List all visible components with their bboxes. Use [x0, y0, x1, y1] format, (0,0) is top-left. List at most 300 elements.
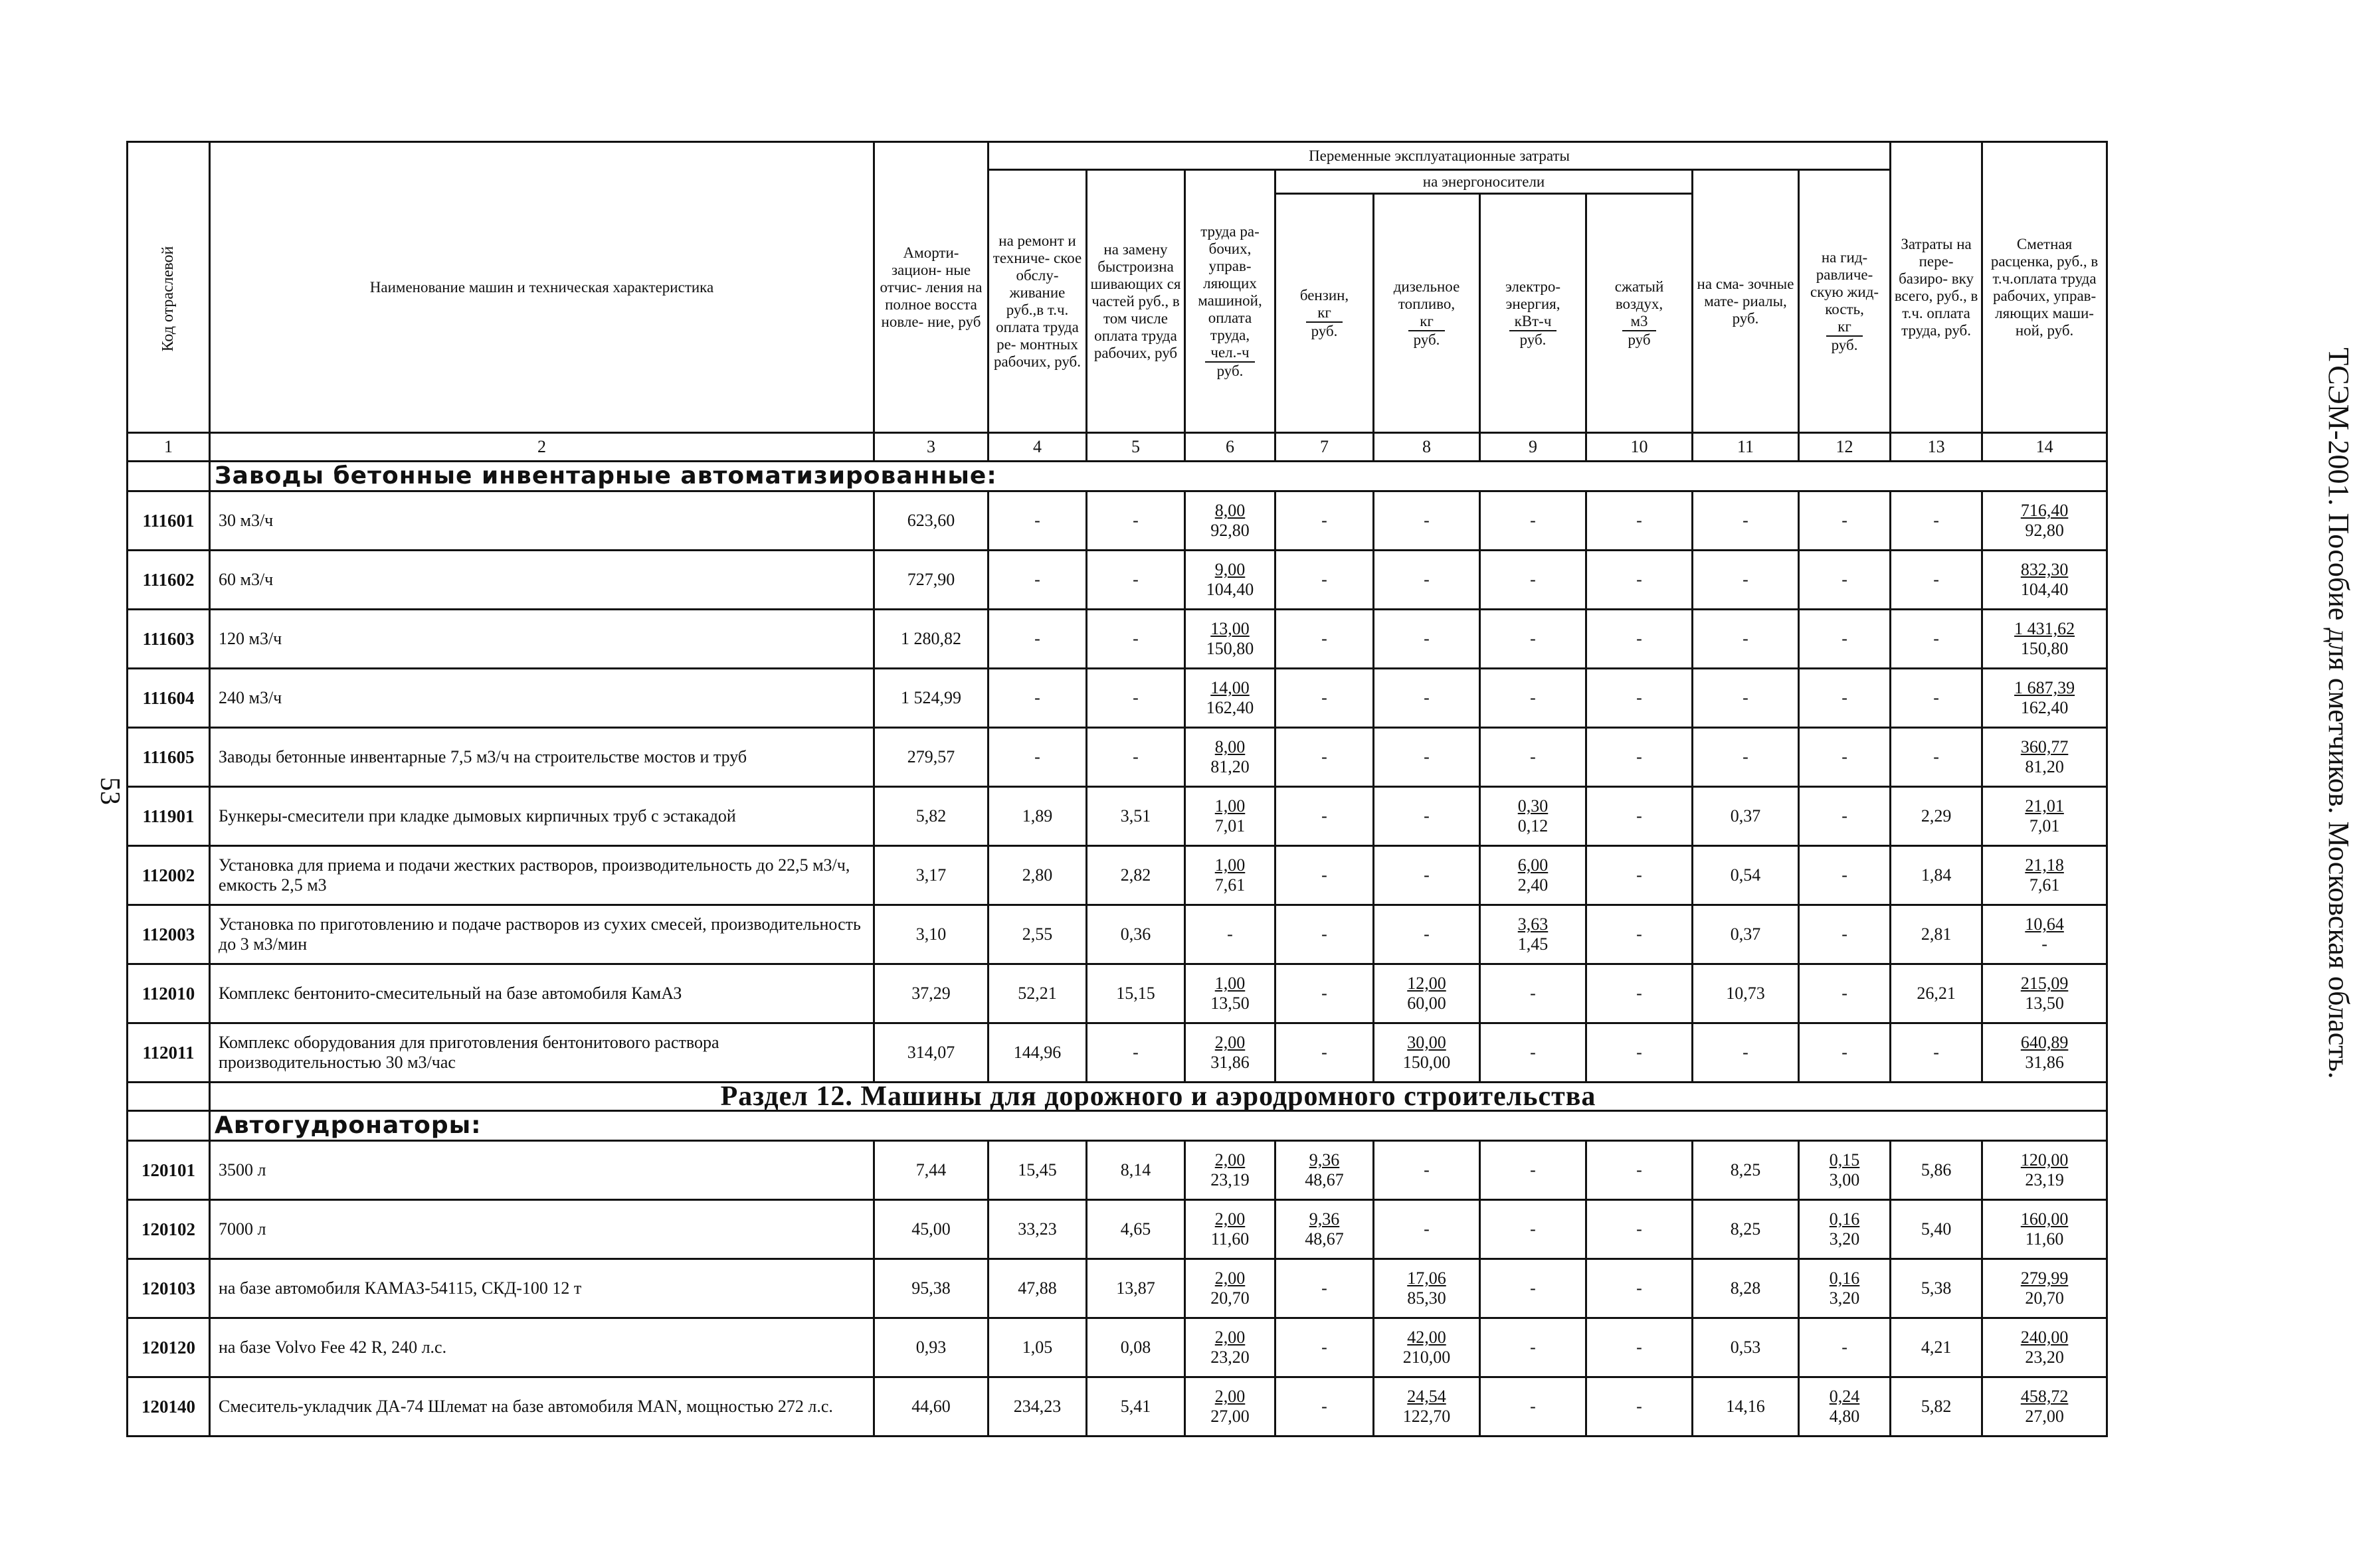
cell-lubricants: 10,73	[1693, 964, 1799, 1023]
header-variable-costs: Переменные эксплуатационные затраты	[989, 142, 1891, 170]
cell-labor-cost: 23,20	[1210, 1348, 1250, 1367]
table-row	[128, 1259, 2107, 1318]
cell-hydraulic	[1799, 1141, 1891, 1200]
page-number: 53	[94, 777, 125, 805]
cell-diesel	[1374, 610, 1480, 669]
cell-rate-cost: 31,86	[2025, 1053, 2064, 1072]
cell-amortization: 7,44	[874, 1141, 989, 1200]
cell-relocation: 2,81	[1891, 905, 1982, 964]
cell-air: -	[1586, 1318, 1693, 1377]
cell-electric-quantity: 3,63	[1517, 915, 1549, 934]
cell-parts: -	[1087, 669, 1185, 728]
cell-lubricants: 14,16	[1693, 1377, 1799, 1437]
table-row	[128, 846, 2107, 905]
cell-code: 120140	[128, 1377, 210, 1437]
cell-diesel-cost: 122,70	[1402, 1407, 1451, 1426]
cell-parts: -	[1087, 610, 1185, 669]
cell-hydraulic-quantity: -	[1841, 984, 1847, 1003]
cell-relocation: 5,86	[1891, 1141, 1982, 1200]
cell-repair: 52,21	[989, 964, 1087, 1023]
cell-hydraulic-quantity: -	[1841, 865, 1847, 885]
cell-code: 120101	[128, 1141, 210, 1200]
cell-diesel	[1374, 1318, 1480, 1377]
cell-rate	[1982, 1023, 2107, 1083]
cell-lubricants: -	[1693, 610, 1799, 669]
cell-electric-quantity: -	[1530, 1397, 1536, 1416]
cell-labor-quantity: 1,00	[1214, 855, 1246, 875]
cell-relocation: -	[1891, 551, 1982, 610]
header-lubricants: на сма- зочные мате- риалы, руб.	[1693, 170, 1799, 433]
cell-lubricants: -	[1693, 551, 1799, 610]
cell-petrol-quantity: -	[1321, 924, 1327, 944]
cell-electric-quantity: 6,00	[1517, 855, 1549, 875]
cell-air: -	[1586, 610, 1693, 669]
cell-electric-cost: 1,45	[1517, 934, 1549, 954]
cell-rate	[1982, 905, 2107, 964]
cell-air: -	[1586, 846, 1693, 905]
cell-rate-cost: 150,80	[2020, 639, 2069, 658]
cell-diesel-quantity: 24,54	[1407, 1387, 1446, 1406]
cell-hydraulic-quantity: 0,15	[1829, 1150, 1860, 1170]
cell-relocation: 5,40	[1891, 1200, 1982, 1259]
cell-parts: 15,15	[1087, 964, 1185, 1023]
cell-parts: -	[1087, 491, 1185, 551]
cell-relocation: 2,29	[1891, 787, 1982, 846]
table-row	[128, 551, 2107, 610]
cell-diesel-quantity: -	[1424, 924, 1430, 944]
cell-code: 120102	[128, 1200, 210, 1259]
header-code: Код отраслевой	[128, 142, 210, 433]
table-row	[128, 964, 2107, 1023]
cell-rate	[1982, 1377, 2107, 1437]
table-row	[128, 787, 2107, 846]
cell-air: -	[1586, 1023, 1693, 1083]
cell-electric-quantity: -	[1530, 570, 1536, 589]
cell-relocation: 5,38	[1891, 1259, 1982, 1318]
cell-rate-cost: 7,01	[2029, 816, 2060, 835]
cell-diesel-quantity: -	[1424, 806, 1430, 826]
table-row	[128, 1141, 2107, 1200]
column-number-row	[128, 433, 2107, 462]
cell-petrol-quantity: 9,36	[1309, 1209, 1340, 1229]
cell-labor	[1185, 1377, 1275, 1437]
cell-petrol-quantity: -	[1321, 865, 1327, 885]
cell-electric-quantity: -	[1530, 1160, 1536, 1179]
cell-parts: -	[1087, 1023, 1185, 1083]
cell-amortization: 1 524,99	[874, 669, 989, 728]
cell-relocation: 5,82	[1891, 1377, 1982, 1437]
cell-air: -	[1586, 905, 1693, 964]
cell-rate-cost: 81,20	[2025, 757, 2064, 776]
cell-labor-cost: 150,80	[1206, 639, 1254, 658]
table-body	[128, 462, 2107, 1437]
cell-repair: 2,55	[989, 905, 1087, 964]
column-number: 3	[874, 433, 989, 462]
cell-labor-cost: 104,40	[1206, 580, 1254, 599]
column-number: 11	[1693, 433, 1799, 462]
cell-electric-quantity: -	[1530, 984, 1536, 1003]
cell-code: 112010	[128, 964, 210, 1023]
cell-labor-quantity: 13,00	[1210, 619, 1250, 638]
cell-electric-quantity: -	[1530, 1219, 1536, 1239]
section-title: Автогудронаторы:	[210, 1111, 2107, 1141]
header-repair: на ремонт и техниче- ское обслу- живание руб.,в т.ч. оплата труда ре- монтных рабочих, руб.	[989, 170, 1087, 433]
cell-hydraulic	[1799, 551, 1891, 610]
cell-labor-quantity: 2,00	[1214, 1033, 1246, 1052]
cell-petrol	[1275, 846, 1374, 905]
cell-repair: -	[989, 728, 1087, 787]
cell-code: 111604	[128, 669, 210, 728]
cell-repair: 2,80	[989, 846, 1087, 905]
column-number: 8	[1374, 433, 1480, 462]
cell-labor-cost: 81,20	[1210, 757, 1250, 776]
cell-repair: -	[989, 551, 1087, 610]
cell-name: на базе автомобиля КАМАЗ-54115, СКД-100 12 т	[210, 1259, 874, 1318]
cell-hydraulic-cost: 3,00	[1829, 1170, 1860, 1189]
cell-hydraulic	[1799, 491, 1891, 551]
cell-name: Установка по приготовлению и подаче растворов из сухих смесей, производительность до 3 м3/мин	[210, 905, 874, 964]
cell-hydraulic-cost: 3,20	[1829, 1229, 1860, 1249]
cell-labor-quantity: 2,00	[1214, 1328, 1246, 1347]
cell-petrol-quantity: -	[1321, 629, 1327, 648]
cell-labor-quantity: 2,00	[1214, 1209, 1246, 1229]
cell-diesel	[1374, 1259, 1480, 1318]
cell-name: 60 м3/ч	[210, 551, 874, 610]
cell-amortization: 279,57	[874, 728, 989, 787]
cell-labor	[1185, 1141, 1275, 1200]
header-parts: на замену быстроизна шивающих ся частей руб., в том числе оплата труда рабочих, руб	[1087, 170, 1185, 433]
cell-rate-cost: 92,80	[2025, 521, 2064, 540]
cell-petrol	[1275, 1141, 1374, 1200]
header-relocation: Затраты на пере- базиро- вку всего, руб., в т.ч. оплата труда, руб.	[1891, 142, 1982, 433]
table-row	[128, 669, 2107, 728]
cell-petrol-cost: 48,67	[1305, 1170, 1344, 1189]
cell-rate	[1982, 728, 2107, 787]
cell-relocation: -	[1891, 1023, 1982, 1083]
cell-labor	[1185, 846, 1275, 905]
cell-petrol-quantity: -	[1321, 747, 1327, 766]
column-number: 10	[1586, 433, 1693, 462]
cell-name: Смеситель-укладчик ДА-74 Шлемат на базе автомобиля MAN, мощностью 272 л.с.	[210, 1377, 874, 1437]
cell-labor-cost: 92,80	[1210, 521, 1250, 540]
cell-name: 120 м3/ч	[210, 610, 874, 669]
cell-petrol	[1275, 1259, 1374, 1318]
section-row	[128, 1083, 2107, 1111]
cell-amortization: 3,17	[874, 846, 989, 905]
cell-repair: 1,05	[989, 1318, 1087, 1377]
cell-diesel	[1374, 1023, 1480, 1083]
section-row	[128, 462, 2107, 491]
cell-labor-quantity: 14,00	[1210, 678, 1250, 697]
cell-labor-cost: 7,01	[1214, 816, 1246, 835]
cell-petrol	[1275, 728, 1374, 787]
cell-lubricants: -	[1693, 1023, 1799, 1083]
cell-lubricants: 8,28	[1693, 1259, 1799, 1318]
cell-labor-cost: 23,19	[1210, 1170, 1250, 1189]
cell-diesel-quantity: -	[1424, 511, 1430, 530]
cell-parts: 8,14	[1087, 1141, 1185, 1200]
cell-diesel-quantity: -	[1424, 629, 1430, 648]
cell-electric-quantity: -	[1530, 1338, 1536, 1357]
cell-code: 112002	[128, 846, 210, 905]
cell-rate-quantity: 279,99	[2020, 1268, 2069, 1288]
cell-petrol-cost: 48,67	[1305, 1229, 1344, 1249]
cell-electric-quantity: -	[1530, 688, 1536, 707]
section-row	[128, 1111, 2107, 1141]
cell-electric	[1480, 1141, 1586, 1200]
cell-petrol	[1275, 491, 1374, 551]
cell-relocation: -	[1891, 669, 1982, 728]
cell-name: Бункеры-смесители при кладке дымовых кирпичных труб с эстакадой	[210, 787, 874, 846]
cell-repair: 144,96	[989, 1023, 1087, 1083]
cell-labor	[1185, 964, 1275, 1023]
cell-amortization: 314,07	[874, 1023, 989, 1083]
cell-electric	[1480, 846, 1586, 905]
header-air: сжатый воздух, $\frac{м3}{\text{руб}}$	[1586, 194, 1693, 433]
cell-name: 240 м3/ч	[210, 669, 874, 728]
cell-lubricants: -	[1693, 728, 1799, 787]
cell-relocation: -	[1891, 610, 1982, 669]
cell-hydraulic	[1799, 1023, 1891, 1083]
cell-rate	[1982, 491, 2107, 551]
cell-rate-cost: 11,60	[2025, 1229, 2064, 1249]
cell-parts: -	[1087, 728, 1185, 787]
cell-lubricants: 0,53	[1693, 1318, 1799, 1377]
cell-hydraulic	[1799, 669, 1891, 728]
cell-petrol-quantity: -	[1321, 1397, 1327, 1416]
cell-electric	[1480, 1259, 1586, 1318]
cell-parts: -	[1087, 551, 1185, 610]
cell-lubricants: 0,54	[1693, 846, 1799, 905]
cell-hydraulic	[1799, 905, 1891, 964]
column-number: 12	[1799, 433, 1891, 462]
cell-hydraulic	[1799, 846, 1891, 905]
cell-name: Установка для приема и подачи жестких растворов, производительность до 22,5 м3/ч, емкость 2,5 м3	[210, 846, 874, 905]
cell-rate-cost: 23,20	[2025, 1348, 2064, 1367]
cell-air: -	[1586, 1200, 1693, 1259]
cell-rate	[1982, 551, 2107, 610]
cell-rate-quantity: 458,72	[2020, 1387, 2069, 1406]
cell-labor	[1185, 1259, 1275, 1318]
table-row	[128, 1023, 2107, 1083]
cell-labor-cost: 7,61	[1214, 875, 1246, 895]
cell-repair: 1,89	[989, 787, 1087, 846]
cell-rate-cost: 162,40	[2020, 698, 2069, 717]
table-row	[128, 1377, 2107, 1437]
cell-air: -	[1586, 1259, 1693, 1318]
cell-name: Комплекс оборудования для приготовления бентонитового раствора производительностью 30 м3/час	[210, 1023, 874, 1083]
cell-diesel-cost: 210,00	[1402, 1348, 1451, 1367]
cell-air: -	[1586, 964, 1693, 1023]
cell-parts: 13,87	[1087, 1259, 1185, 1318]
cell-petrol-quantity: -	[1321, 511, 1327, 530]
cell-hydraulic-cost: 4,80	[1829, 1407, 1860, 1426]
cell-electric	[1480, 669, 1586, 728]
cell-parts: 0,08	[1087, 1318, 1185, 1377]
cell-repair: -	[989, 610, 1087, 669]
cell-electric	[1480, 905, 1586, 964]
cell-name: 3500 л	[210, 1141, 874, 1200]
cell-air: -	[1586, 551, 1693, 610]
cell-petrol-quantity: -	[1321, 570, 1327, 589]
cell-amortization: 44,60	[874, 1377, 989, 1437]
cell-diesel-quantity: -	[1424, 1219, 1430, 1239]
cell-code: 111601	[128, 491, 210, 551]
cell-diesel	[1374, 964, 1480, 1023]
section-title: Заводы бетонные инвентарные автоматизированные:	[210, 462, 2107, 491]
column-number: 13	[1891, 433, 1982, 462]
cell-petrol	[1275, 1377, 1374, 1437]
cell-amortization: 0,93	[874, 1318, 989, 1377]
cell-relocation: -	[1891, 491, 1982, 551]
cell-amortization: 727,90	[874, 551, 989, 610]
cell-repair: -	[989, 491, 1087, 551]
cell-relocation: 4,21	[1891, 1318, 1982, 1377]
table-row	[128, 1318, 2107, 1377]
cell-rate-cost: 13,50	[2025, 994, 2064, 1013]
cell-parts: 3,51	[1087, 787, 1185, 846]
cell-rate-cost: 7,61	[2029, 875, 2060, 895]
cell-hydraulic-quantity: 0,24	[1829, 1387, 1860, 1406]
cell-electric	[1480, 1023, 1586, 1083]
cell-rate	[1982, 1200, 2107, 1259]
cell-rate-quantity: 10,64	[2025, 915, 2064, 934]
cell-rate-quantity: 160,00	[2020, 1209, 2069, 1229]
cell-rate-cost: 23,19	[2025, 1170, 2064, 1189]
cell-petrol-quantity: -	[1321, 1043, 1327, 1062]
cell-petrol	[1275, 905, 1374, 964]
column-number: 7	[1275, 433, 1374, 462]
cell-hydraulic-quantity: 0,16	[1829, 1209, 1860, 1229]
cell-electric	[1480, 1318, 1586, 1377]
cell-labor	[1185, 669, 1275, 728]
cell-repair: 234,23	[989, 1377, 1087, 1437]
cell-diesel	[1374, 551, 1480, 610]
table-row	[128, 610, 2107, 669]
cell-repair: 33,23	[989, 1200, 1087, 1259]
cell-petrol-quantity: -	[1321, 1278, 1327, 1298]
cell-labor-quantity: 9,00	[1214, 560, 1246, 579]
cell-hydraulic-cost: 3,20	[1829, 1288, 1860, 1308]
cell-rate	[1982, 1259, 2107, 1318]
cell-labor	[1185, 728, 1275, 787]
cell-petrol-quantity: -	[1321, 1338, 1327, 1357]
cell-rate-quantity: 120,00	[2020, 1150, 2069, 1170]
header-petrol: бензин, $\frac{кг}{\text{руб.}}$	[1275, 194, 1374, 433]
cell-diesel	[1374, 491, 1480, 551]
cell-labor-quantity: 2,00	[1214, 1150, 1246, 1170]
column-number: 9	[1480, 433, 1586, 462]
cell-petrol	[1275, 1200, 1374, 1259]
cell-labor	[1185, 551, 1275, 610]
cell-relocation: -	[1891, 728, 1982, 787]
cell-rate-quantity: 21,18	[2025, 855, 2064, 875]
cell-diesel	[1374, 905, 1480, 964]
cell-rate-cost: 20,70	[2025, 1288, 2064, 1308]
cell-hydraulic-quantity: -	[1841, 629, 1847, 648]
cell-air: -	[1586, 787, 1693, 846]
cell-code: 111602	[128, 551, 210, 610]
cell-rate-quantity: 21,01	[2025, 796, 2064, 816]
cell-electric-quantity: -	[1530, 629, 1536, 648]
cell-name: Комплекс бентонито-смесительный на базе автомобиля КамАЗ	[210, 964, 874, 1023]
cell-petrol	[1275, 1023, 1374, 1083]
cell-labor	[1185, 1318, 1275, 1377]
cell-diesel-quantity: 30,00	[1407, 1033, 1446, 1052]
cell-hydraulic-quantity: -	[1841, 570, 1847, 589]
cell-amortization: 1 280,82	[874, 610, 989, 669]
cell-rate-cost: 27,00	[2025, 1407, 2064, 1426]
cell-hydraulic	[1799, 1318, 1891, 1377]
cell-electric	[1480, 787, 1586, 846]
cell-labor-quantity: -	[1227, 924, 1233, 944]
cell-amortization: 3,10	[874, 905, 989, 964]
cell-diesel-cost: 85,30	[1407, 1288, 1446, 1308]
header-energy: на энергоносители	[1275, 170, 1693, 194]
cell-parts: 4,65	[1087, 1200, 1185, 1259]
cell-repair: -	[989, 669, 1087, 728]
cell-parts: 0,36	[1087, 905, 1185, 964]
cell-labor-quantity: 1,00	[1214, 974, 1246, 993]
cell-hydraulic	[1799, 728, 1891, 787]
cell-hydraulic-quantity: -	[1841, 511, 1847, 530]
cell-lubricants: 8,25	[1693, 1141, 1799, 1200]
cell-air: -	[1586, 728, 1693, 787]
cell-labor	[1185, 1023, 1275, 1083]
cell-labor-quantity: 2,00	[1214, 1268, 1246, 1288]
cell-code: 120120	[128, 1318, 210, 1377]
cell-rate-cost: 104,40	[2020, 580, 2069, 599]
column-number: 4	[989, 433, 1087, 462]
cell-rate-quantity: 215,09	[2020, 974, 2069, 993]
table-row	[128, 728, 2107, 787]
cell-hydraulic-quantity: -	[1841, 688, 1847, 707]
cell-lubricants: -	[1693, 669, 1799, 728]
cell-name: 30 м3/ч	[210, 491, 874, 551]
cell-electric-cost: 0,12	[1517, 816, 1549, 835]
cell-diesel-quantity: -	[1424, 688, 1430, 707]
cell-lubricants: 8,25	[1693, 1200, 1799, 1259]
cell-electric	[1480, 1377, 1586, 1437]
cell-labor-quantity: 8,00	[1214, 737, 1246, 756]
table-row	[128, 491, 2107, 551]
cell-labor	[1185, 905, 1275, 964]
cell-rate	[1982, 669, 2107, 728]
header-electric: электро- энергия, $\frac{\text{кВт-ч}}{\text{руб.}}$	[1480, 194, 1586, 433]
cell-diesel-quantity: 17,06	[1407, 1268, 1446, 1288]
cell-name: на базе Volvo Fee 42 R, 240 л.с.	[210, 1318, 874, 1377]
cell-labor	[1185, 491, 1275, 551]
cell-labor-quantity: 1,00	[1214, 796, 1246, 816]
cell-rate-quantity: 716,40	[2020, 501, 2069, 520]
cell-rate-quantity: 360,77	[2020, 737, 2069, 756]
cell-lubricants: 0,37	[1693, 787, 1799, 846]
cell-electric-cost: 2,40	[1517, 875, 1549, 895]
cell-code: 112011	[128, 1023, 210, 1083]
header-diesel: дизельное топливо, $\frac{кг}{\text{руб.}}$	[1374, 194, 1480, 433]
cell-petrol	[1275, 669, 1374, 728]
cell-hydraulic	[1799, 1377, 1891, 1437]
column-number: 6	[1185, 433, 1275, 462]
cell-repair: 47,88	[989, 1259, 1087, 1318]
cell-rate	[1982, 846, 2107, 905]
cell-labor-cost: 13,50	[1210, 994, 1250, 1013]
cell-name: Заводы бетонные инвентарные 7,5 м3/ч на строительстве мостов и труб	[210, 728, 874, 787]
cell-rate-quantity: 832,30	[2020, 560, 2069, 579]
document-side-title: ТСЭМ-2001. Пособие для сметчиков. Московская область.	[2322, 347, 2355, 1079]
cell-diesel	[1374, 1377, 1480, 1437]
column-number: 2	[210, 433, 874, 462]
